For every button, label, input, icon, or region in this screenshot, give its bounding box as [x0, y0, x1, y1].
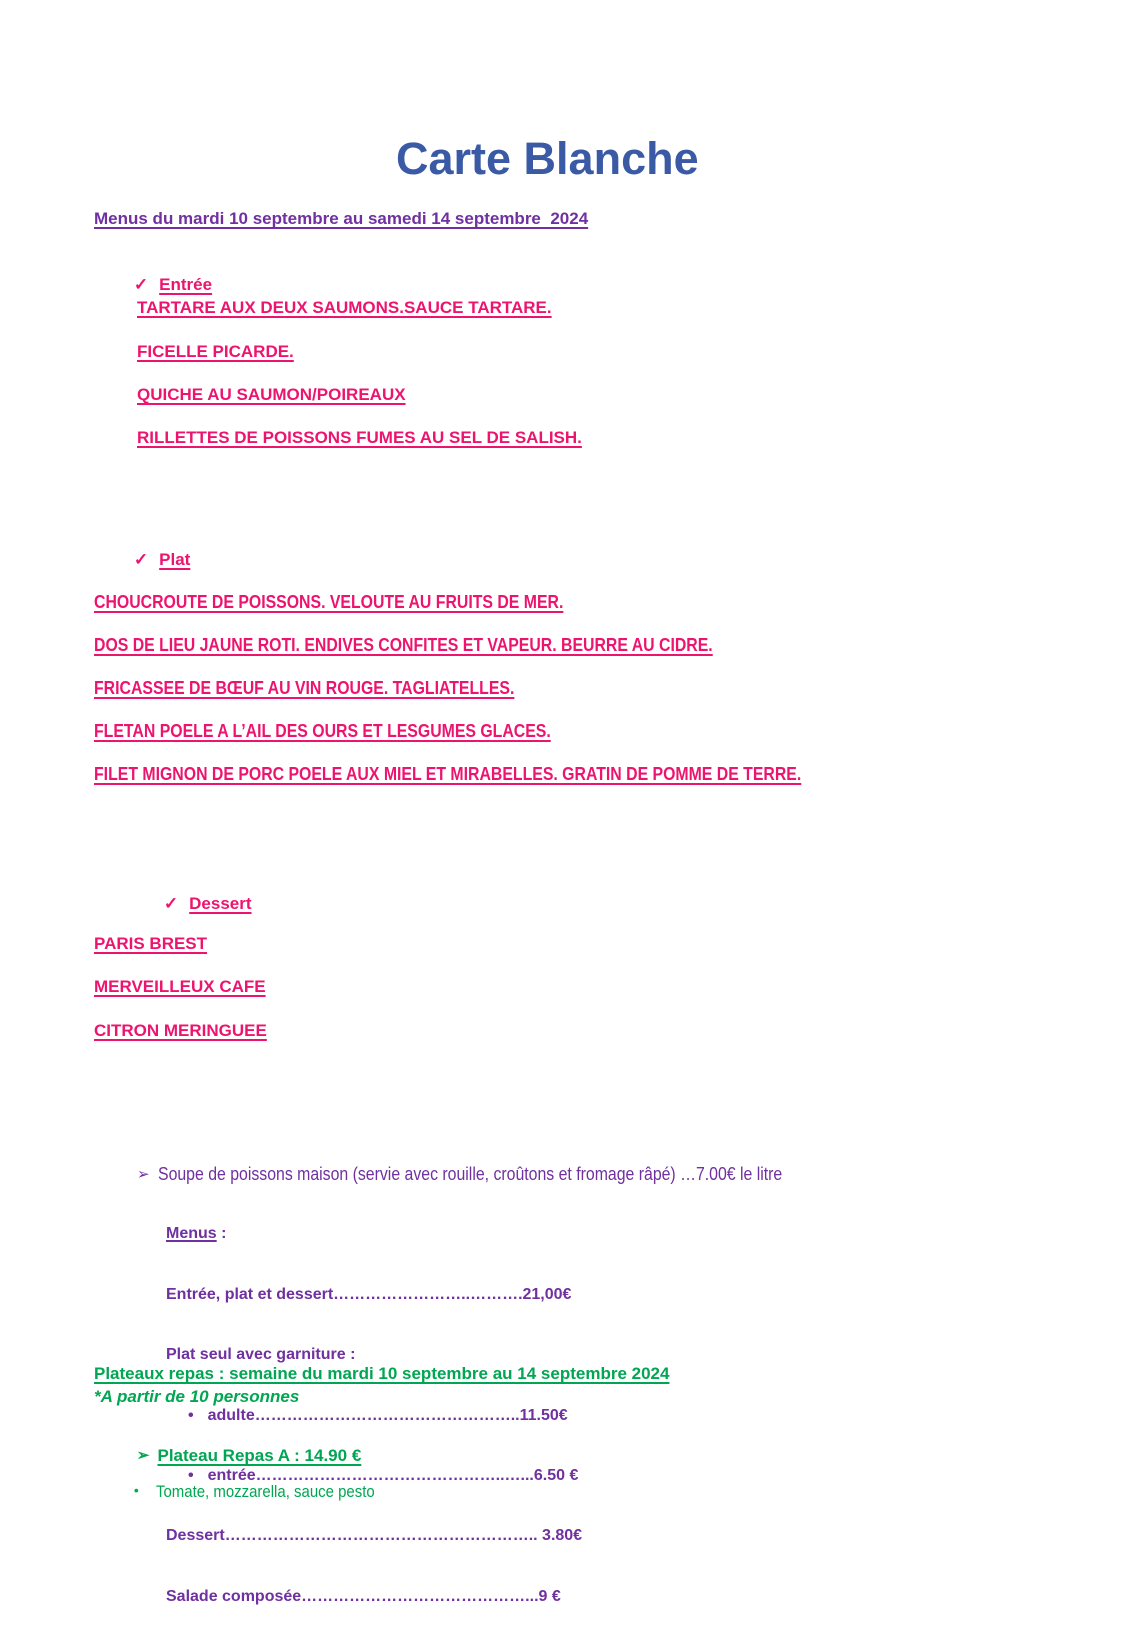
check-icon: ✓	[133, 550, 149, 570]
menus-price-block	[166, 1186, 582, 1647]
soupe-text: Soupe de poissons maison (servie avec rouille, croûtons et fromage râpé) …7.00€ le litre	[157, 1163, 782, 1184]
plat-item: CHOUCROUTE DE POISSONS. VELOUTE AU FRUITS DE MER.	[94, 592, 564, 612]
plateau-item: Tomate, mozzarella, sauce pesto	[155, 1482, 375, 1502]
entree-item: QUICHE AU SAUMON/POIREAUX	[137, 385, 406, 404]
bullet-icon: •	[188, 1466, 194, 1484]
menus-heading-suffix: :	[216, 1225, 227, 1243]
check-icon: ✓	[133, 275, 149, 295]
arrow-icon: ➢	[137, 1165, 150, 1183]
section-entree-label: Entrée	[159, 275, 213, 295]
price-line-plat-seul: Plat seul avec garniture :	[166, 1346, 356, 1364]
entree-item: FICELLE PICARDE.	[137, 342, 294, 361]
plat-item: FLETAN POELE A L’AIL DES OURS ET LESGUMES GLACES.	[94, 721, 551, 741]
entree-item: TARTARE AUX DEUX SAUMONS.SAUCE TARTARE.	[137, 298, 552, 317]
section-plat-label: Plat	[159, 550, 191, 570]
price-adulte-text: adulte…………………………………………..11.50€	[207, 1406, 568, 1424]
plat-item: DOS DE LIEU JAUNE ROTI. ENDIVES CONFITES ET VAPEUR. BEURRE AU CIDRE.	[94, 635, 713, 655]
dessert-item: PARIS BREST	[94, 934, 208, 953]
plateaux-note: *A partir de 10 personnes	[94, 1387, 300, 1406]
week-header: Menus du mardi 10 septembre au samedi 14 septembre 2024	[94, 209, 589, 228]
dessert-item: MERVEILLEUX CAFE	[94, 977, 266, 996]
plateaux-header: Plateaux repas : semaine du mardi 10 septembre au 14 septembre 2024	[94, 1364, 670, 1383]
price-line-salade: Salade composée……………………………………...9 €	[166, 1587, 561, 1605]
plateau-a-label: Plateau Repas A : 14.90 €	[157, 1446, 362, 1466]
menus-heading: Menus	[166, 1225, 217, 1243]
page-title: Carte Blanche	[396, 133, 699, 184]
price-line-formule: Entrée, plat et dessert……………………..……….21,00€	[166, 1285, 572, 1303]
plat-item: FILET MIGNON DE PORC POELE AUX MIEL ET MIRABELLES. GRATIN DE POMME DE TERRE.	[94, 764, 802, 784]
section-dessert-label: Dessert	[189, 894, 252, 914]
arrow-icon: ➢	[136, 1447, 150, 1465]
plateau-item-line	[115, 1462, 404, 1523]
price-line-dessert: Dessert………………………………………………….. 3.80€	[166, 1527, 583, 1545]
check-icon: ✓	[163, 894, 179, 914]
section-plat-heading	[115, 530, 190, 591]
entree-item: RILLETTES DE POISSONS FUMES AU SEL DE SALISH.	[137, 428, 582, 447]
bullet-icon: •	[133, 1482, 139, 1499]
menus-heading-line	[166, 1224, 582, 1246]
dessert-item: CITRON MERINGUEE	[94, 1021, 267, 1040]
price-line-adulte	[166, 1406, 582, 1428]
bullet-icon: •	[188, 1406, 194, 1424]
price-entree-text: entrée………………………………………..…...6.50 €	[207, 1466, 579, 1484]
plat-item: FRICASSEE DE BŒUF AU VIN ROUGE. TAGLIATELLES.	[94, 678, 515, 698]
section-dessert-heading	[145, 874, 252, 935]
